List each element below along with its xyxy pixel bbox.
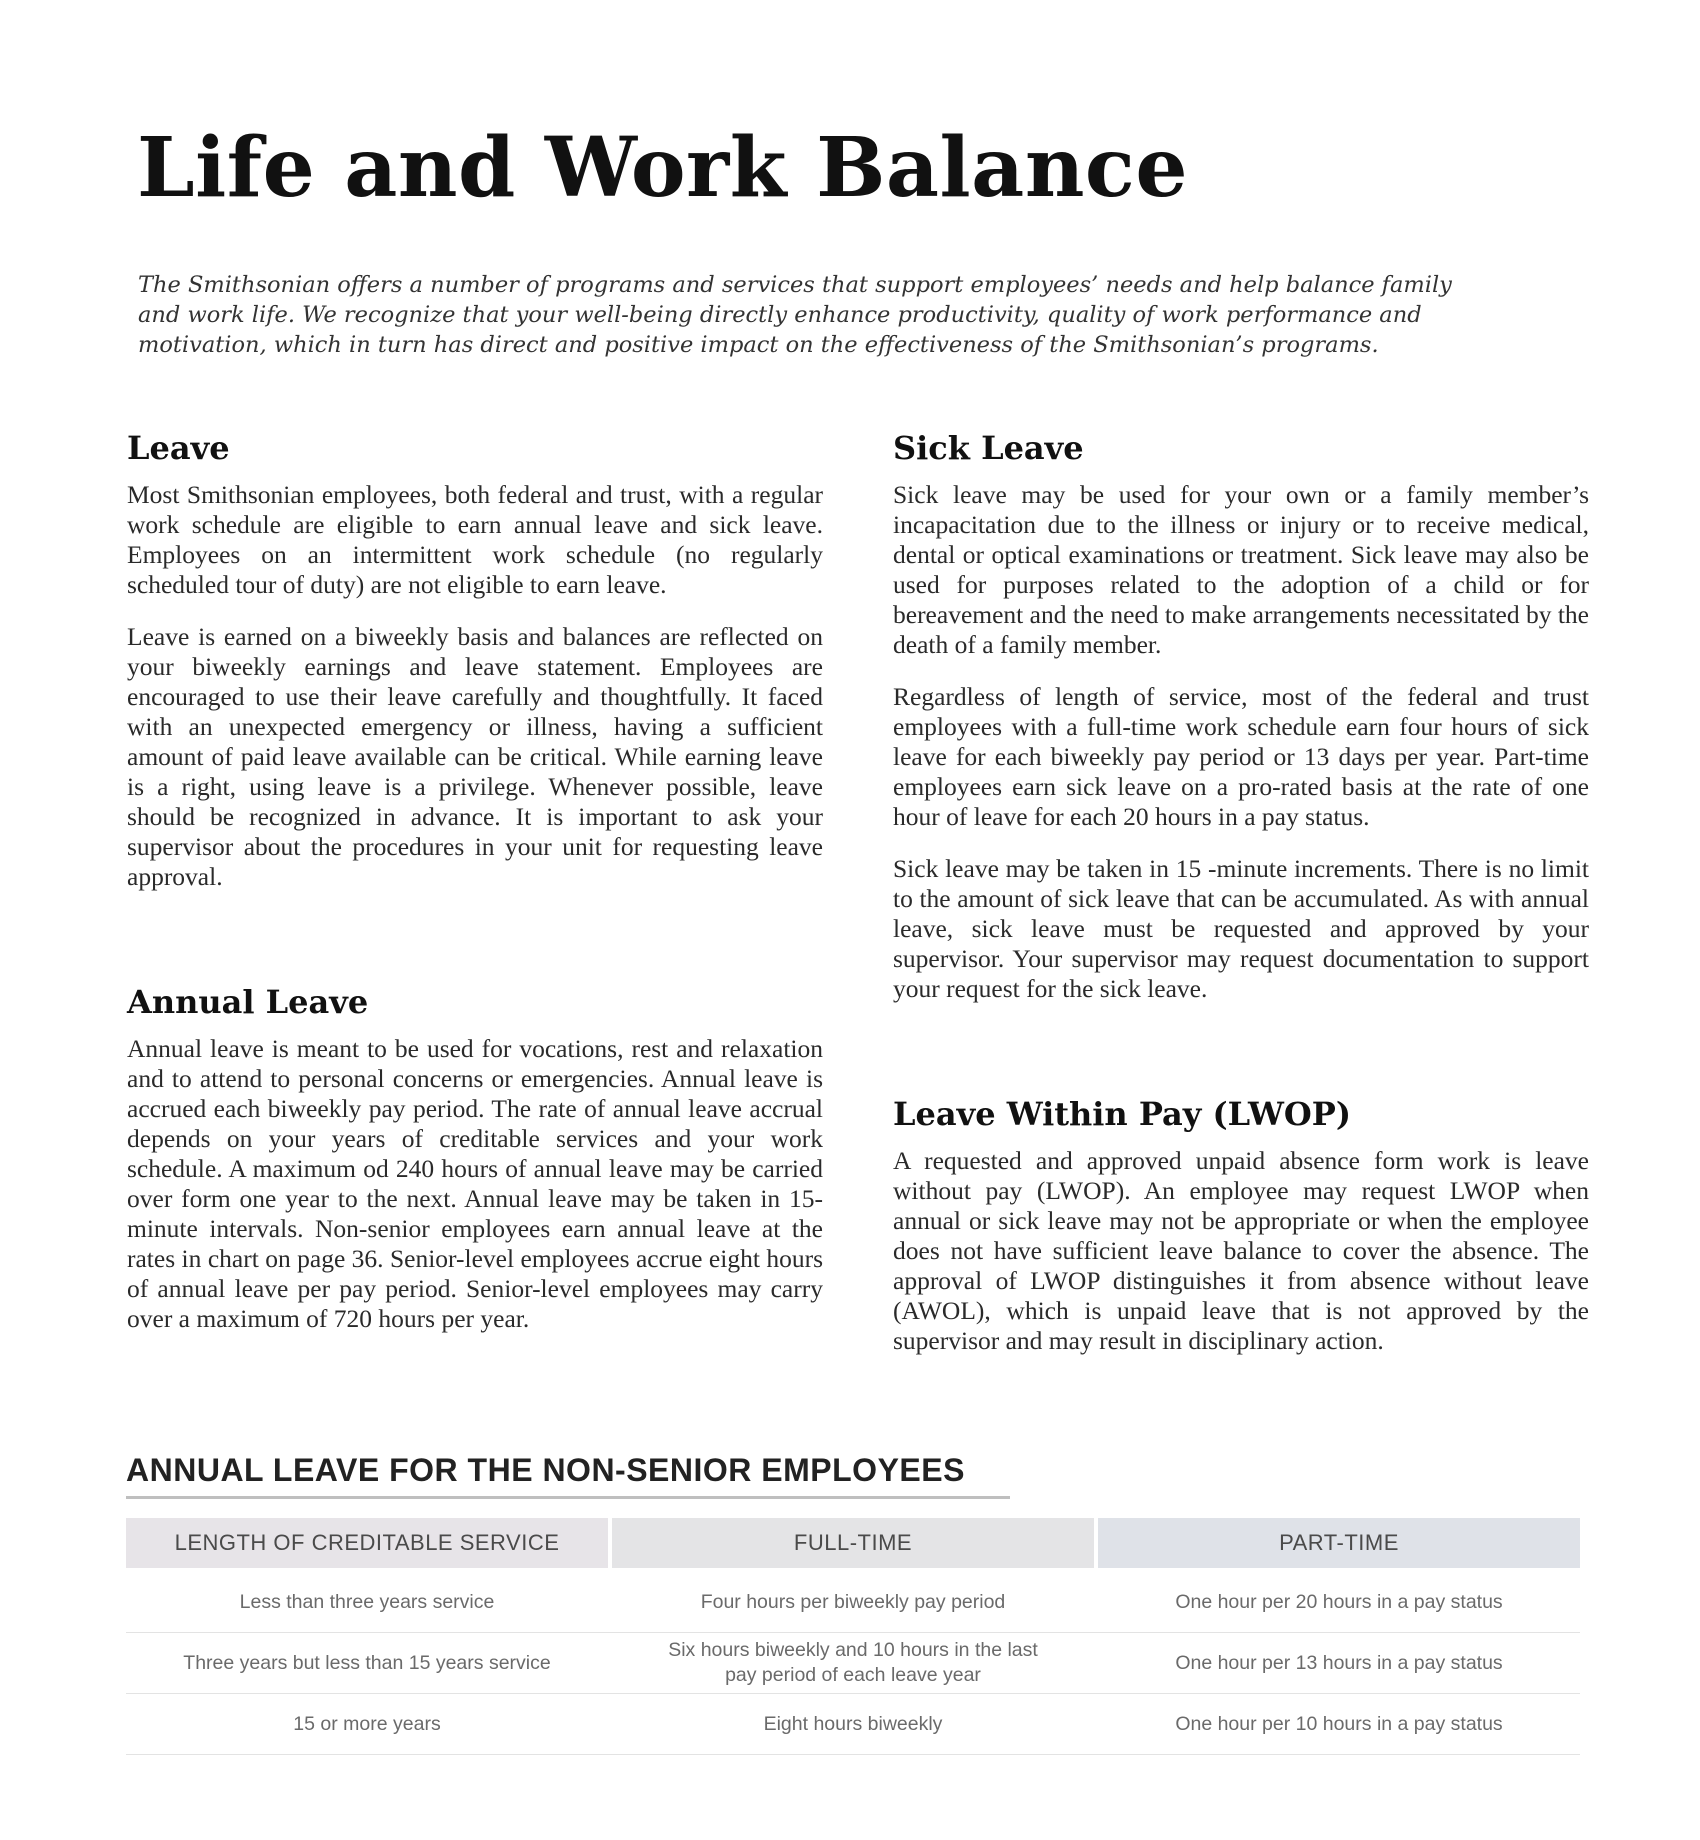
table-row — [126, 1572, 1580, 1633]
cell-part-time: One hour per 20 hours in a pay status — [1175, 1590, 1503, 1613]
cell-service: 15 or more years — [293, 1712, 441, 1735]
sick-leave-heading: Sick Leave — [893, 429, 1084, 467]
cell-service: Three years but less than 15 years service — [183, 1651, 551, 1674]
leave-paragraph-1: Most Smithsonian employees, both federal and trust, with a regular work schedule are eligible to earn annual leave and sick leave. Employees on an intermittent work schedule (no regularly scheduled tour of duty) are not eligible to earn leave. — [127, 480, 823, 599]
header-part-time: PART-TIME — [1098, 1518, 1580, 1568]
table-header — [126, 1518, 1580, 1568]
annual-leave-heading: Annual Leave — [127, 983, 369, 1021]
lwop-paragraph: A requested and approved unpaid absence form work is leave without pay (LWOP). An employee may request LWOP when annual or sick leave may not be appropriate or when the employee does not have sufficient leave balance to cover the absence. The approval of LWOP distinguishes it from absence without leave (AWOL), which is unpaid leave that is not approved by the supervisor and may result in disciplinary action. — [893, 1146, 1589, 1355]
cell-part-time: One hour per 13 hours in a pay status — [1175, 1651, 1503, 1674]
sick-leave-paragraph-3: Sick leave may be taken in 15 -minute increments. There is no limit to the amount of sick leave that can be accumulated. As with annual leave, sick leave must be requested and approved by your supervisor. Your supervisor may request documentation to support your request for the sick leave. — [893, 854, 1589, 1003]
header-full-time: FULL-TIME — [612, 1518, 1094, 1568]
table-row — [126, 1633, 1580, 1694]
intro-paragraph: The Smithsonian offers a number of programs and services that support employees’ needs and help balance family and work life. We recognize that your well-being directly enhance productivity, quality of work performance and motivation, which in turn has direct and positive impact on the effectiveness of the Smithsonian’s programs. — [138, 272, 1452, 358]
sick-leave-section — [893, 428, 1589, 1026]
sick-leave-paragraph-2: Regardless of length of service, most of the federal and trust employees with a full-time work schedule earn four hours of sick leave for each biweekly pay period or 13 days per year. Part-time employees earn sick leave on a pro-rated basis at the rate of one hour of leave for each 20 hours in a pay status. — [893, 682, 1589, 831]
sick-leave-paragraph-1: Sick leave may be used for your own or a family member’s incapacitation due to the illness or injury or to receive medical, dental or optical examinations or treatment. Sick leave may also be used for purposes related to the adoption of a child or for bereavement and the need to make arrangements necessitated by the death of a family member. — [893, 480, 1589, 659]
cell-full-time: Six hours biweekly and 10 hours in the last pay period of each leave year — [668, 1639, 1038, 1686]
header-length-of-service: LENGTH OF CREDITABLE SERVICE — [126, 1518, 608, 1568]
lwop-heading: Leave Within Pay (LWOP) — [893, 1095, 1351, 1133]
leave-heading: Leave — [127, 429, 230, 467]
table-title-divider — [126, 1496, 1010, 1499]
leave-section — [127, 428, 823, 914]
table-title: ANNUAL LEAVE FOR THE NON-SENIOR EMPLOYEES — [126, 1452, 965, 1488]
cell-service: Less than three years service — [239, 1590, 495, 1613]
page-title: Life and Work Balance — [137, 120, 1189, 216]
cell-part-time: One hour per 10 hours in a pay status — [1175, 1712, 1503, 1735]
annual-leave-section — [127, 982, 823, 1356]
annual-leave-paragraph: Annual leave is meant to be used for vocations, rest and relaxation and to attend to personal concerns or emergencies. Annual leave is accrued each biweekly pay period. The rate of annual leave accrual depends on your years of creditable services and your work schedule. A maximum od 240 hours of annual leave may be carried over form one year to the next. Annual leave may be taken in 15-minute intervals. Non-senior employees earn annual leave at the rates in chart on page 36. Senior-level employees accrue eight hours of annual leave per pay period. Senior-level employees may carry over a maximum of 720 hours per year. — [127, 1034, 823, 1333]
cell-full-time: Four hours per biweekly pay period — [700, 1590, 1006, 1613]
table-body — [126, 1572, 1580, 1755]
table-row — [126, 1694, 1580, 1755]
leave-paragraph-2: Leave is earned on a biweekly basis and balances are reflected on your biweekly earnings and leave statement. Employees are encouraged to use their leave carefully and thoughtfully. It faced with an unexpected emergency or illness, having a sufficient amount of paid leave available can be critical. While earning leave is a right, using leave is a privilege. Whenever possible, leave should be recognized in advance. It is important to ask your supervisor about the procedures in your unit for requesting leave approval. — [127, 622, 823, 891]
lwop-section — [893, 1094, 1589, 1378]
cell-full-time: Eight hours biweekly — [763, 1712, 943, 1735]
